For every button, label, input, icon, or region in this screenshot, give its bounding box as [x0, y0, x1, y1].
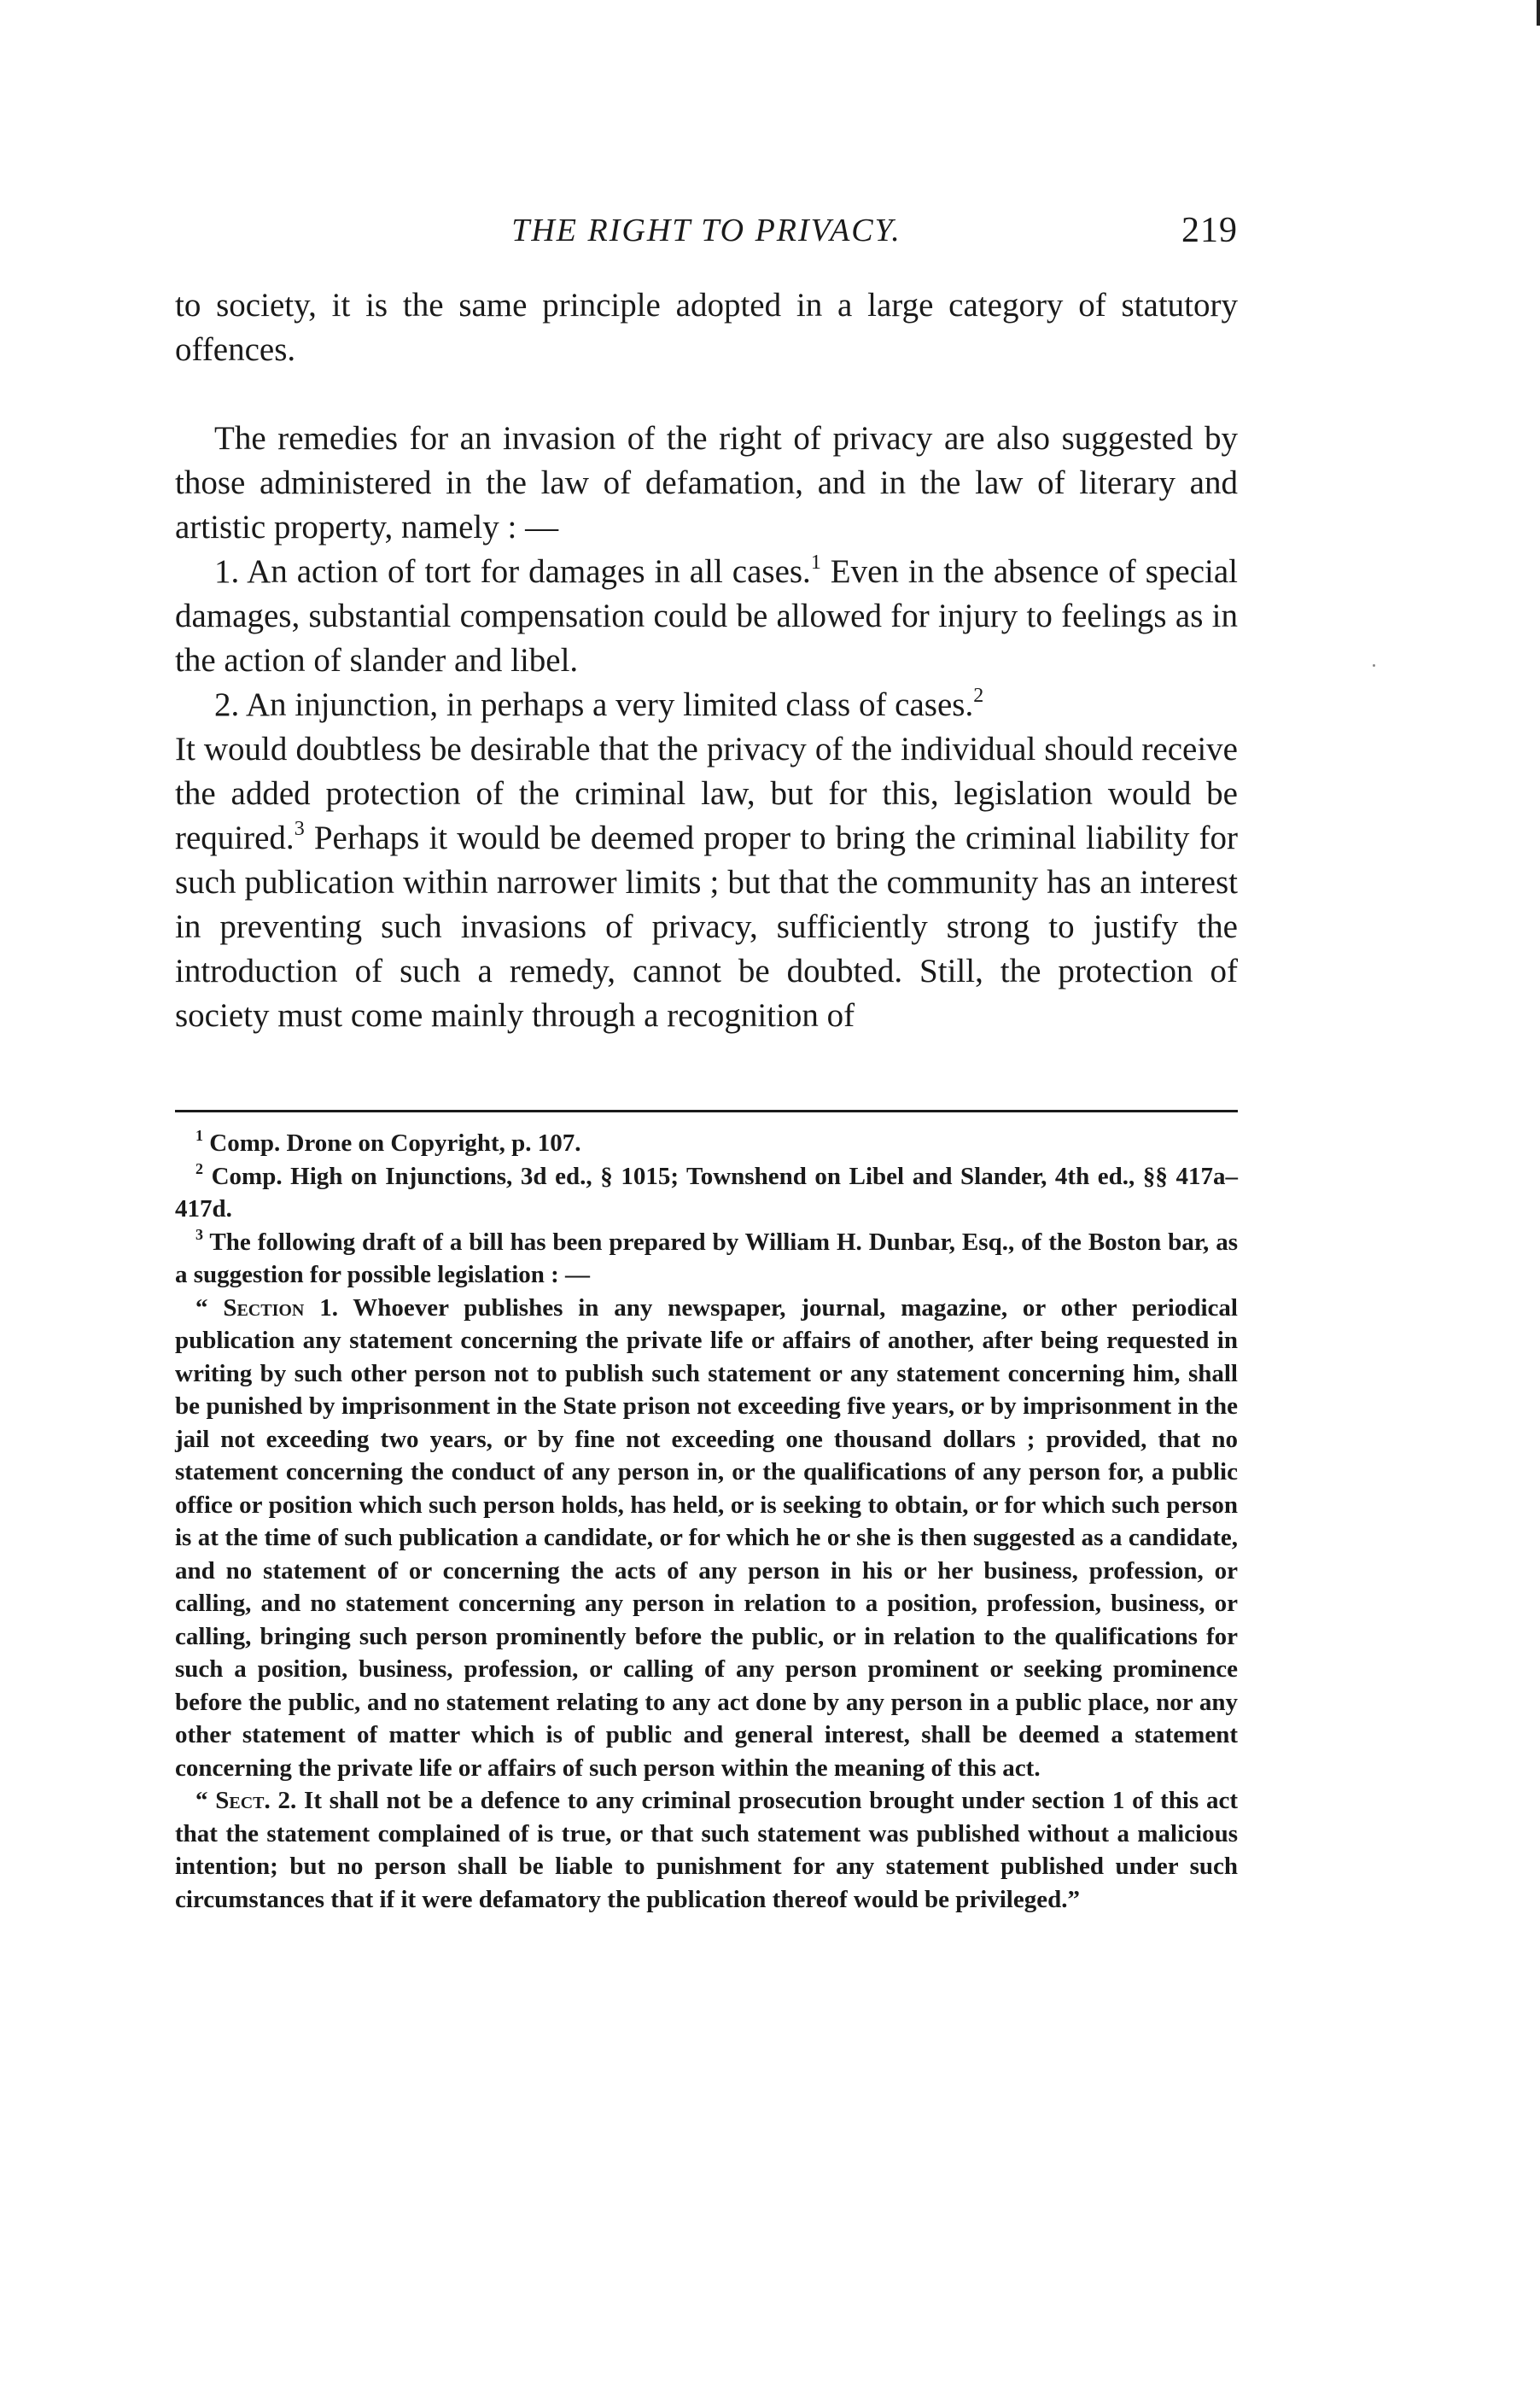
footnote-rule [175, 1110, 1238, 1112]
remedy-item-2 [175, 683, 1238, 727]
footnote-3-mark: 3 [195, 1225, 203, 1243]
footnotes [175, 1127, 1238, 1916]
paragraph-criminal-law [175, 727, 1238, 1038]
body-text [175, 283, 1238, 1038]
remedy-item-1 [175, 550, 1238, 683]
paragraph-remedies: The remedies for an invasion of the right of privacy are also suggested by those administered in the law of defamation, and in the law of literary and artistic property, namely : — [175, 420, 1238, 546]
bill-section-1-text: Whoever publishes in any newspaper, journal, magazine, or other periodical publication any statement concerning the private life or affairs of another, after being requested in writing by such other person not to publish such statement or any statement concerning him, shall be punished by imprisonment in the State prison not exceeding five years, or by imprisonment in the jail not exceeding two years, or by fine not exceeding one thousand dollars ; provided, that no statement concerning the conduct of any person in, or the qualifications of any person for, a public office or position which such person holds, has held, or is seeking to obtain, or for which such person is at the time of such publication a candidate, or for which he or she is then suggested as a candidate, and no statement of or concerning the acts of any person in his or her business, profession, or calling, and no statement concerning any person in relation to a position, profession, business, or calling, bringing such person prominently before the public, or in relation to the qualifications for such a position, business, profession, or calling of any person prominent or seeking prominence before the public, and no statement relating to any act done by any person in a public place, nor any other statement of matter which is of public and general interest, shall be deemed a statement concerning the private life or affairs of such person within the meaning of this act. [175, 1293, 1238, 1782]
footnote-ref-3: 3 [294, 818, 305, 840]
bill-section-1-label: “ Section 1. [195, 1293, 338, 1322]
running-title: THE RIGHT TO PRIVACY. [511, 213, 901, 248]
footnote-1-text: Comp. Drone on Copyright, p. 107. [203, 1129, 581, 1157]
running-header [175, 207, 1238, 258]
bill-section-2-label: “ Sect. 2. [195, 1787, 297, 1814]
footnote-1 [175, 1127, 1238, 1160]
scan-edge-mark [1537, 0, 1540, 26]
footnote-2 [175, 1160, 1238, 1226]
remedy-item-1-text: 1. An action of tort for damages in all cases. [214, 553, 811, 590]
footnote-3-text: The following draft of a bill has been prepared by William H. Dunbar, Esq., of the Boston bar, as a suggestion for possible legislation : — [175, 1228, 1238, 1288]
footnote-ref-1: 1 [810, 552, 821, 574]
footnote-2-text: Comp. High on Injunctions, 3d ed., § 1015; Townshend on Libel and Slander, 4th ed., §§ 417a–417d. [175, 1162, 1238, 1223]
paragraph-continuation: to society, it is the same principle adopted in a large category of statutory offences. [175, 287, 1238, 368]
remedy-item-1-rest: Even in the absence of special damages, substantial compensation could be allowed for injury to feelings as in the action of slander and libel. [175, 553, 1239, 679]
bill-section-2 [175, 1784, 1238, 1916]
remedy-item-2-text: 2. An injunction, in perhaps a very limited class of cases. [214, 686, 974, 723]
bill-section-1 [175, 1292, 1238, 1785]
footnote-2-mark: 2 [195, 1159, 203, 1177]
footnote-1-mark: 1 [195, 1127, 203, 1144]
footnote-ref-2: 2 [973, 685, 984, 707]
page-number: 219 [1181, 211, 1238, 250]
paragraph-criminal-law-a: It would doubtless be desirable that the privacy of the individual should receive the added protection of the criminal law, but for this, legislation would be required. [175, 731, 1238, 856]
bill-section-2-text: It shall not be a defence to any criminal prosecution brought under section 1 of this act that the statement complained of is true, or that such statement was published without a malicious intention; but no person shall be liable to punishment for any statement published under such circumstances that if it were defamatory the publication thereof would be privileged.” [175, 1787, 1238, 1913]
scan-speck [1373, 664, 1375, 667]
footnote-3 [175, 1226, 1238, 1292]
paragraph-criminal-law-b: Perhaps it would be deemed proper to bring the criminal liability for such publication within narrower limits ; but that the community has an interest in preventing such invasions of privacy, sufficiently strong to justify the introduction of such a remedy, cannot be doubted. Still, the protection of society must come mainly through a recognition of [175, 820, 1238, 1034]
